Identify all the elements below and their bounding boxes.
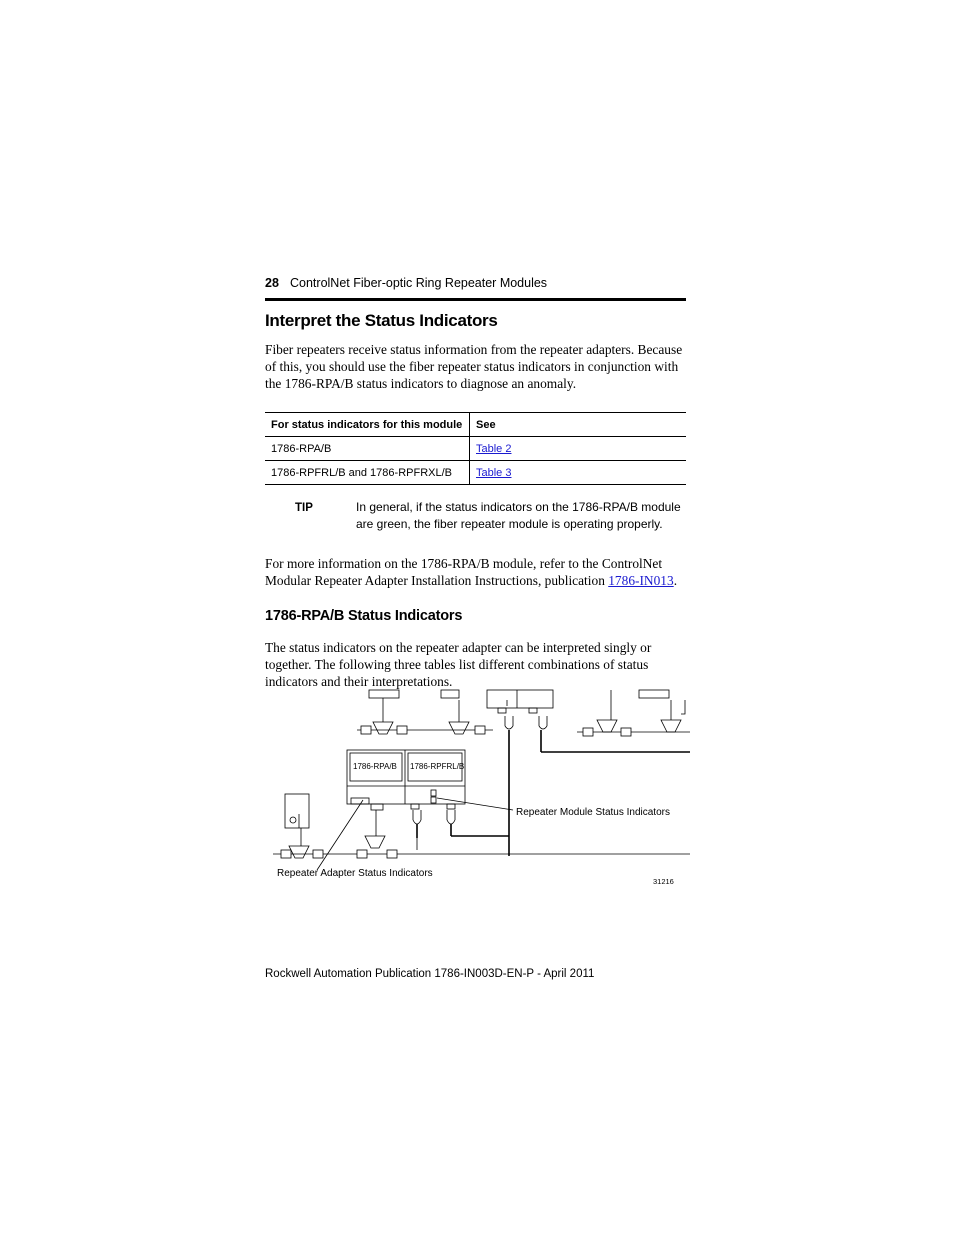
publication-link[interactable]: 1786-IN013	[608, 573, 674, 588]
table-header-see: See	[470, 413, 687, 437]
page-number: 28	[265, 276, 279, 290]
tap-icon	[661, 720, 681, 732]
tip-label: TIP	[295, 502, 313, 514]
table-cell-see	[470, 461, 687, 485]
repeater-module-assembly	[347, 750, 465, 804]
intro-paragraph: Fiber repeaters receive status information from the repeater adapters. Because of this, you should use the fiber repeater status indicators in conjunction with the 1786-RPA/B status indicators to diagnose an anomaly.	[265, 342, 683, 391]
table-row	[265, 437, 686, 461]
header-rule	[265, 298, 686, 301]
subsection-title: 1786-RPA/B Status Indicators	[265, 608, 463, 624]
page-footer: Rockwell Automation Publication 1786-IN003D-EN-P - April 2011	[265, 968, 595, 980]
table-cell-see	[470, 437, 687, 461]
table-cell-module: 1786-RPFRL/B and 1786-RPFRXL/B	[265, 461, 470, 485]
tap-icon	[365, 836, 385, 848]
figure-number: 31216	[653, 877, 674, 886]
tap-icon	[449, 722, 469, 734]
status-indicators-paragraph: The status indicators on the repeater adapter can be interpreted singly or together. The following three tables list different combinations of status indicators and their interpretations.	[265, 640, 652, 689]
callout-adapter-status: Repeater Adapter Status Indicators	[277, 868, 433, 879]
module-right-label: 1786-RPFRL/B	[410, 762, 465, 771]
table-3-link[interactable]: Table 3	[476, 466, 512, 479]
tip-text: In general, if the status indicators on the 1786-RPA/B module are green, the fiber repeater module is operating properly.	[356, 500, 681, 531]
left-node-device	[285, 794, 309, 828]
more-info-end: .	[673, 573, 678, 588]
network-diagram	[265, 686, 690, 891]
status-indicator-lookup-table	[265, 412, 686, 485]
top-module	[487, 690, 553, 708]
table-header-module: For status indicators for this module	[265, 413, 470, 437]
adapter-status-indicators	[351, 798, 369, 804]
section-title: Interpret the Status Indicators	[265, 311, 498, 330]
tap-icon	[597, 720, 617, 732]
callout-module-status: Repeater Module Status Indicators	[516, 807, 670, 818]
table-2-link[interactable]: Table 2	[476, 442, 512, 455]
table-row	[265, 461, 686, 485]
page-header	[265, 276, 686, 300]
tap-icon	[289, 846, 309, 858]
module-left-label: 1786-RPA/B	[353, 762, 397, 771]
more-info-paragraph	[265, 555, 690, 589]
module-status-indicators	[431, 790, 436, 796]
top-left-device	[369, 690, 399, 698]
top-device	[441, 690, 459, 698]
table-cell-module: 1786-RPA/B	[265, 437, 470, 461]
running-title: ControlNet Fiber-optic Ring Repeater Modules	[290, 276, 548, 290]
more-info-text: For more information on the 1786-RPA/B module, refer to the ControlNet Modular Repeater Adapter Installation Instructions, publication	[265, 556, 663, 588]
top-right-device	[639, 690, 669, 698]
tap-icon	[373, 722, 393, 734]
table-header-row	[265, 413, 686, 437]
